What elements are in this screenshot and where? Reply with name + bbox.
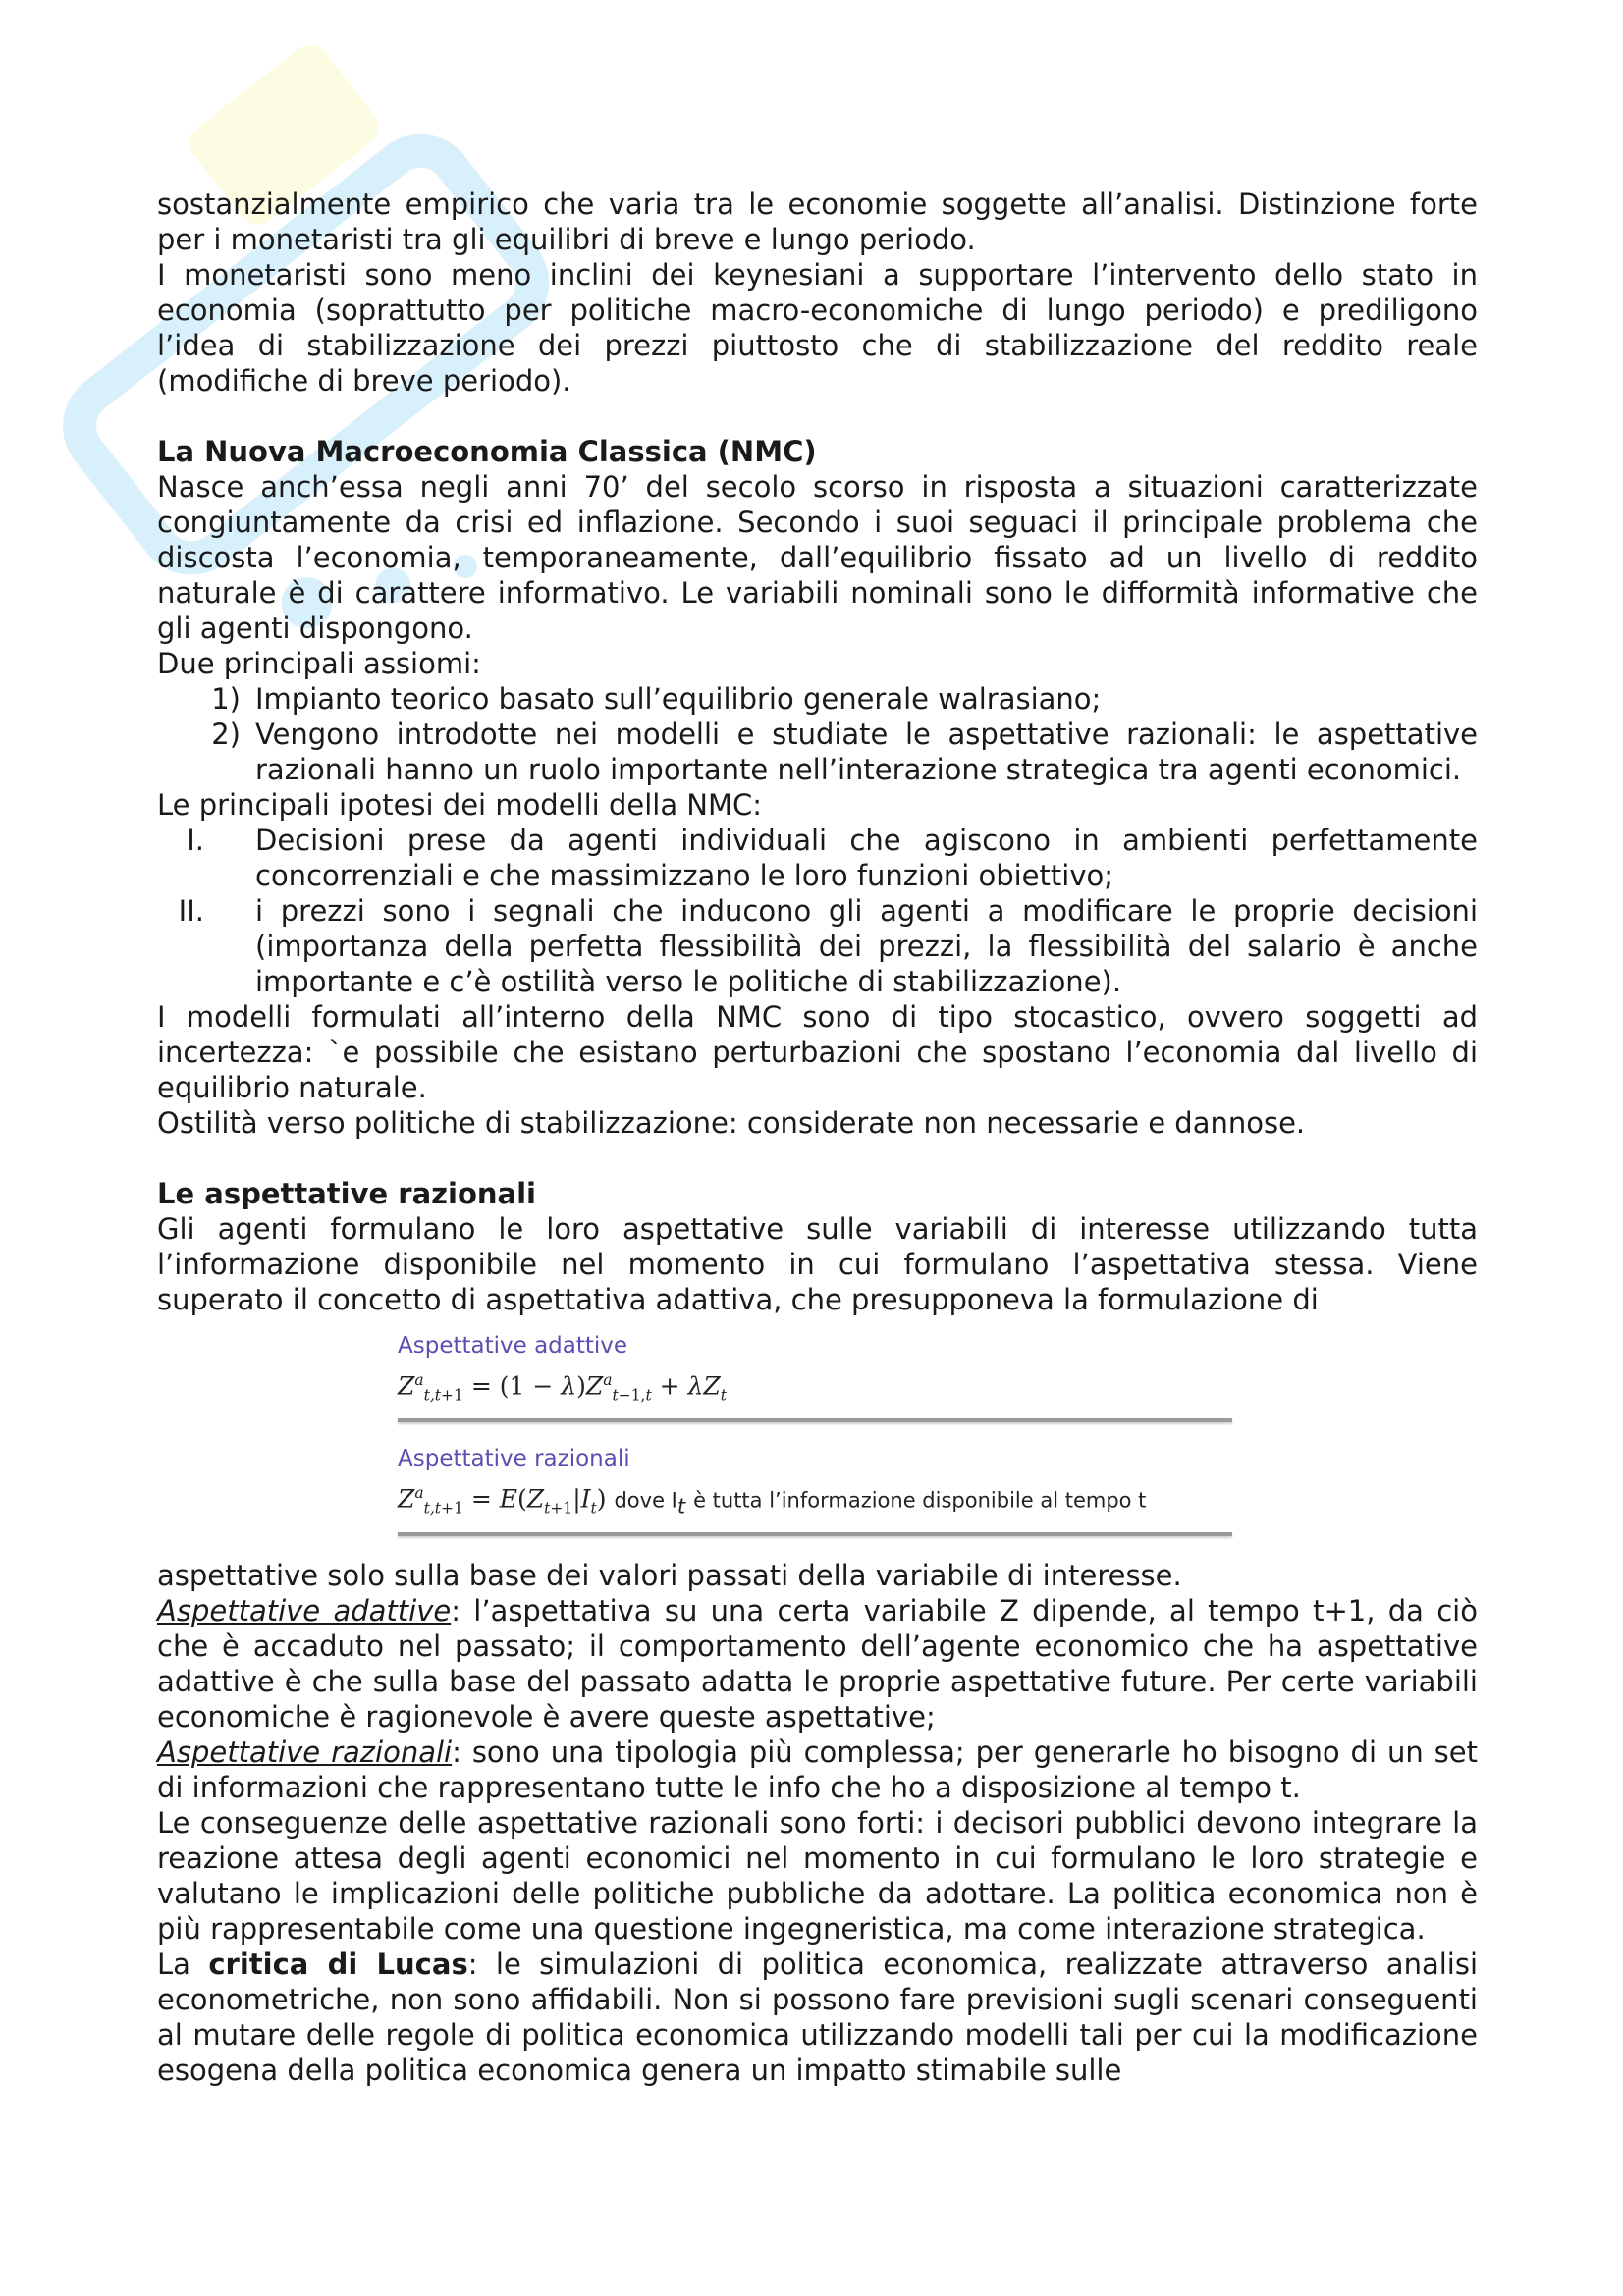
list-item: 2) Vengono introdotte nei modelli e studiate le aspettative razionali: le aspettative razionali hanno un ruolo importante nell’interazione strategica tra agenti economici.: [211, 718, 1478, 786]
paragraph-nmc-4: I modelli formulati all’interno della NMC sono di tipo stocastico, ovvero soggetti ad incertezza: `e possibile che esistano perturbazioni che spostano l’economia dal livello di equilibrio naturale.: [157, 1000, 1478, 1104]
heading-nmc: La Nuova Macroeconomia Classica (NMC): [157, 435, 817, 468]
figure-title-adaptive: Aspettative adattive: [398, 1333, 628, 1359]
paragraph-expectations-2: aspettative solo sulla base dei valori passati della variabile di interesse.: [157, 1558, 1182, 1592]
figure-title-rational: Aspettative razionali: [398, 1446, 630, 1472]
adaptive-equation: $Z^a_{t,t+1} = (1 - \lambda)Z^a_{t-1,t} + \lambda Z_t$: [398, 1371, 728, 1405]
paragraph-nmc-2: Due principali assiomi:: [157, 647, 481, 680]
expectations-figure: [157, 1331, 1478, 1536]
document-body: [157, 187, 1478, 2088]
list-item: I. Decisioni prese da agenti individuali che agiscono in ambienti perfettamente concorrenziali e che massimizzano le loro funzioni obiettivo;: [187, 824, 1478, 892]
paragraph-intro-1: sostanzialmente empirico che varia tra le economie soggette all’analisi. Distinzione forte per i monetaristi tra gli equilibri di breve e lungo periodo.: [157, 187, 1478, 256]
paragraph-nmc-5: Ostilità verso politiche di stabilizzazione: considerate non necessarie e dannose.: [157, 1106, 1306, 1140]
term-rational: Aspettative razionali: [157, 1735, 453, 1769]
paragraph-rational: Aspettative razionali: sono una tipologia più complessa; per generarle ho bisogno di un set di informazioni che rappresentano tutte le info che ho a disposizione al tempo t.: [157, 1735, 1478, 1804]
rational-equation: $Z^a_{t,t+1} = E(Z_{t+1}|I_t)$ dove $I_t$ è tutta l’informazione disponibile al tempo t: [398, 1484, 1147, 1519]
axioms-list: [157, 681, 1478, 787]
heading-expectations: Le aspettative razionali: [157, 1177, 536, 1210]
list-item: 1) Impianto teorico basato sull’equilibrio generale walrasiano;: [211, 682, 1102, 716]
term-lucas: critica di Lucas: [208, 1947, 468, 1981]
term-adaptive: Aspettative adattive: [157, 1593, 452, 1628]
paragraph-expectations-1: Gli agenti formulano le loro aspettative sulle variabili di interesse utilizzando tutta l’informazione disponibile nel momento in cui formulano l’aspettativa stessa. Viene superato il concetto di aspettativa adattiva, che presupponeva la formulazione di: [157, 1212, 1478, 1316]
paragraph-lucas: La critica di Lucas: le simulazioni di politica economica, realizzate attraverso analisi econometriche, non sono affidabili. Non si possono fare previsioni sugli scenari conseguenti al mutare delle regole di politica economica utilizzando modelli tali per cui la modificazione esogena della politica economica genera un impatto stimabile sulle: [157, 1947, 1478, 2087]
paragraph-adaptive: Aspettative adattive: l’aspettativa su una certa variabile Z dipende, al tempo t+1, da ciò che è accaduto nel passato; il comportamento dell’agente economico che ha aspettative adattive è che sulla base del passato adatta le proprie aspettative future. Per certe variabili economiche è ragionevole è avere queste aspettative;: [157, 1593, 1478, 1734]
paragraph-nmc-3: Le principali ipotesi dei modelli della NMC:: [157, 788, 763, 822]
list-item: II. i prezzi sono i segnali che inducono gli agenti a modificare le proprie decisioni (importanza della perfetta flessibilità dei prezzi, la flessibilità del salario è anche importante e c’è ostilità verso le politiche di stabilizzazione).: [178, 894, 1478, 998]
figure-divider: [398, 1418, 1232, 1422]
paragraph-consequences: Le conseguenze delle aspettative razionali sono forti: i decisori pubblici devono integrare la reazione attesa degli agenti economici nel momento in cui formulano le loro strategie e valutano le implicazioni delle politiche pubbliche da adottare. La politica economica non è più rappresentabile come una questione ingegneristica, ma come interazione strategica.: [157, 1805, 1478, 1946]
figure-divider: [398, 1532, 1232, 1536]
hypotheses-list: [157, 823, 1478, 999]
paragraph-nmc-1: Nasce anch’essa negli anni 70’ del secolo scorso in risposta a situazioni caratterizzate congiuntamente da crisi ed inflazione. Secondo i suoi seguaci il principale problema che discosta l’economia, temporaneamente, dall’equilibrio fissato ad un livello di reddito naturale è di carattere informativo. Le variabili nominali sono le difformità informative che gli agenti dispongono.: [157, 470, 1478, 645]
paragraph-intro-2: I monetaristi sono meno inclini dei keynesiani a supportare l’intervento dello stato in economia (soprattutto per politiche macro-economiche di lungo periodo) e prediligono l’idea di stabilizzazione dei prezzi piuttosto che di stabilizzazione del reddito reale (modifiche di breve periodo).: [157, 258, 1478, 398]
